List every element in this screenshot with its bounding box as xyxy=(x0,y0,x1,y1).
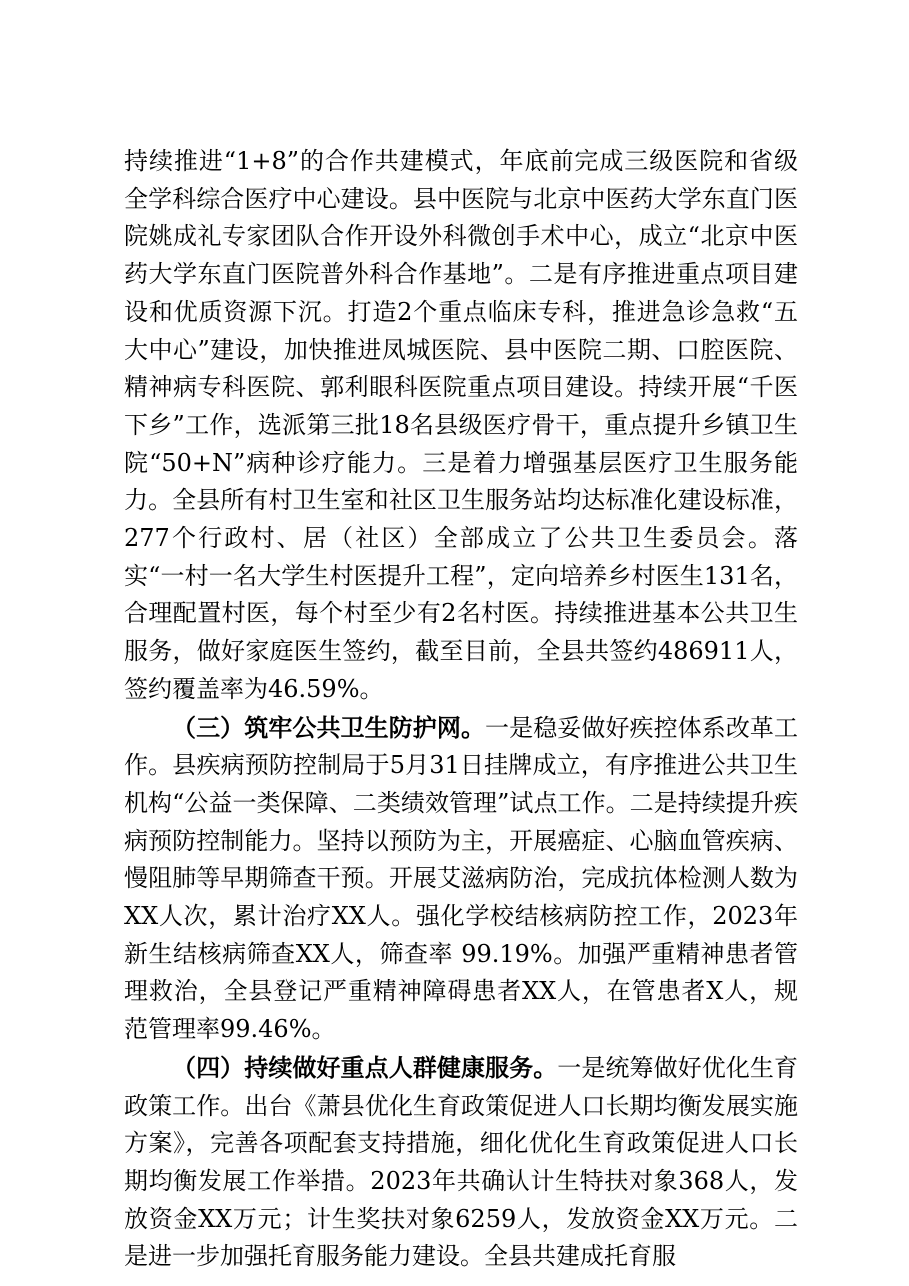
paragraph-3 xyxy=(124,1049,798,1276)
paragraph-2 xyxy=(124,709,798,1049)
paragraph-1 xyxy=(124,142,798,709)
paragraph-3-heading: （四）持续做好重点人群健康服务。 xyxy=(172,1052,558,1082)
paragraph-2-text: 一是稳妥做好疾控体系改革工作。县疾病预防控制局于5月31日挂牌成立，有序推进公共卫生机构“公益一类保障、二类绩效管理”试点工作。二是持续提升疾病预防控制能力。坚持以预防为主，开展癌症、心脑血管疾病、慢阻肺等早期筛查干预。开展艾滋病防治，完成抗体检测人数为XX人次，累计治疗XX人。强化学校结核病防控工作，2023年新生结核病筛查XX人，筛查率 99.19%。加强严重精神患者管理救治，全县登记严重精神障碍患者XX人，在管患者X人，规范管理率99.46%。 xyxy=(124,713,799,1044)
paragraph-2-heading: （三）筑牢公共卫生防护网。 xyxy=(172,712,486,742)
document-body xyxy=(124,142,798,1276)
paragraph-1-text: 持续推进“1+8”的合作共建模式，年底前完成三级医院和省级全学科综合医疗中心建设。县中医院与北京中医药大学东直门医院姚成礼专家团队合作开设外科微创手术中心，成立“北京中医药大学东直门医院普外科合作基地”。二是有序推进重点项目建设和优质资源下沉。打造2个重点临床专科，推进急诊急救“五大中心”建设，加快推进凤城医院、县中医院二期、口腔医院、精神病专科医院、郭利眼科医院重点项目建设。持续开展“千医下乡”工作，选派第三批18名县级医疗骨干，重点提升乡镇卫生院“50+N”病种诊疗能力。三是着力增强基层医疗卫生服务能力。全县所有村卫生室和社区卫生服务站均达标准化建设标准，277个行政村、居（社区）全部成立了公共卫生委员会。落实“一村一名大学生村医提升工程”，定向培养乡村医生131名，合理配置村医，每个村至少有2名村医。持续推进基本公共卫生服务，做好家庭医生签约，截至目前，全县共签约486911人，签约覆盖率为46.59%。 xyxy=(124,147,798,703)
paragraph-3-text: 一是统筹做好优化生育政策工作。出台《萧县优化生育政策促进人口长期均衡发展实施方案》，完善各项配套支持措施，细化优化生育政策促进人口长期均衡发展工作举措。2023年共确认计生特扶对象368人，发放资金XX万元；计生奖扶对象6259人，发放资金XX万元。二是进一步加强托育服务能力建设。全县共建成托育服 xyxy=(124,1053,799,1271)
